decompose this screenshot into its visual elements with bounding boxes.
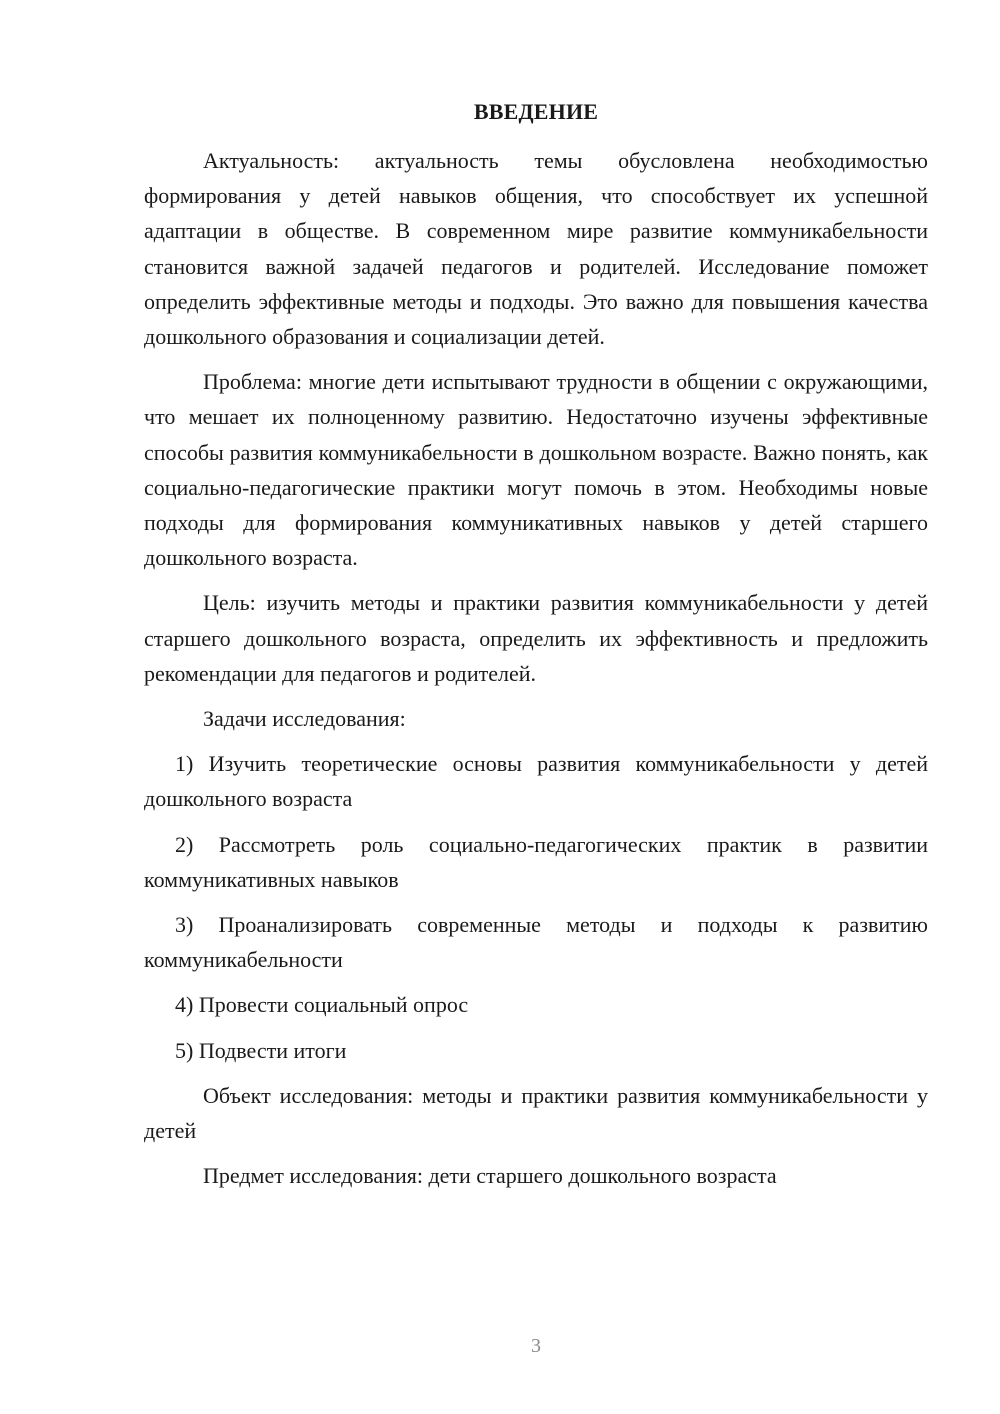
paragraph-problem: Проблема: многие дети испытывают трудности в общении с окружающими, что мешает их полноценному развитию. Недостаточно изучены эффективные способы развития коммуникабельности в дошкольном возрасте. Важно понять, как социально-педагогические практики могут помочь в этом. Необходимы новые подходы для формирования коммуникативных навыков у детей старшего дошкольного возраста. — [144, 369, 928, 571]
body-text — [144, 143, 928, 1203]
paragraph-relevance: Актуальность: актуальность темы обусловлена необходимостью формирования у детей навыков общения, что способствует их успешной адаптации в обществе. В современном мире развитие коммуникабельности становится важной задачей педагогов и родителей. Исследование поможет определить эффективные методы и подходы. Это важно для повышения качества дошкольного образования и социализации детей. — [144, 148, 928, 350]
task-item: 5) Подвести итоги — [175, 1037, 347, 1063]
task-item: 4) Провести социальный опрос — [175, 992, 469, 1018]
document-page — [144, 0, 928, 1414]
page-title: ВВЕДЕНИЕ — [473, 99, 599, 124]
paragraph-goal: Цель: изучить методы и практики развития коммуникабельности у детей старшего дошкольного возраста, определить их эффективность и предложить рекомендации для педагогов и родителей. — [144, 590, 928, 686]
page-number: 3 — [531, 1335, 541, 1357]
task-item: 2) Рассмотреть роль социально-педагогических практик в развитии коммуникативных навыков — [144, 831, 928, 892]
paragraph-object: Объект исследования: методы и практики развития коммуникабельности у детей — [144, 1082, 928, 1144]
paragraph-tasks-heading: Задачи исследования: — [203, 706, 406, 732]
task-item: 3) Проанализировать современные методы и подходы к развитию коммуникабельности — [144, 912, 928, 973]
task-item: 1) Изучить теоретические основы развития коммуникабельности у детей дошкольного возраста — [144, 751, 928, 812]
paragraph-subject: Предмет исследования: дети старшего дошкольного возраста — [203, 1163, 777, 1189]
